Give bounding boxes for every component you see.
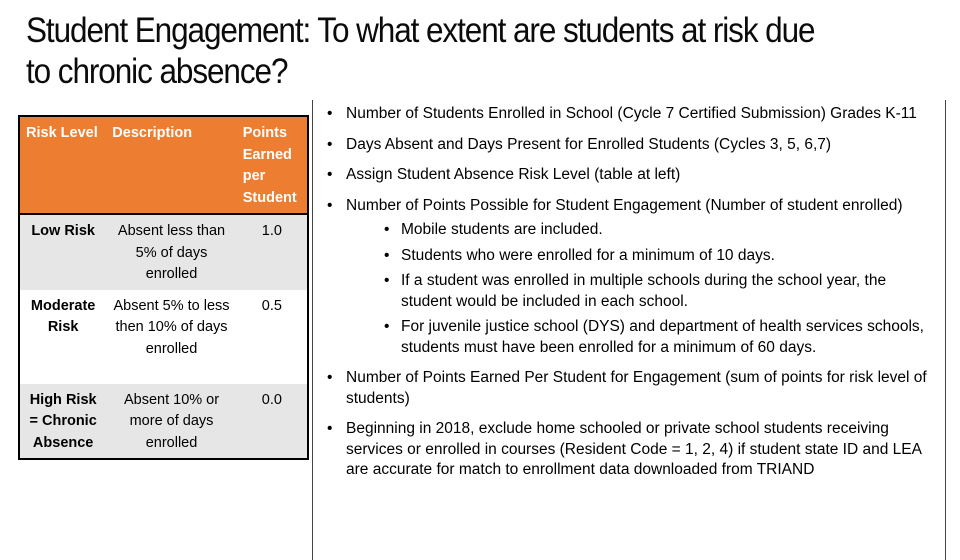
header-description: Description [106, 116, 236, 214]
sub-list [346, 220, 939, 358]
sub-list-item: • Mobile students are included. [364, 220, 939, 241]
risk-level-cell: High Risk = Chronic Absence [19, 384, 106, 460]
table-header-row [19, 116, 308, 214]
sub-list-item: • For juvenile justice school (DYS) and department of health services schools, students must have been enrolled for a minimum of 60 days. [364, 317, 939, 358]
table-row [19, 290, 308, 384]
description-cell: Absent less than 5% of days enrolled [106, 214, 236, 290]
risk-level-cell: Moderate Risk [30, 297, 96, 335]
list-item [327, 135, 939, 156]
list-item [327, 196, 939, 359]
bullet-text: Assign Student Absence Risk Level (table at left) [346, 166, 681, 183]
bullet-text: Beginning in 2018, exclude home schooled or private school students receiving services or enrolled in courses (Resident Code = 1, 2, 4) if student state ID and LEA are accurate for match to enrollment data downloaded from TRIAND [346, 420, 922, 478]
header-points: Points Earned per Student [237, 116, 308, 214]
bullet-text: Number of Students Enrolled in School (Cycle 7 Certified Submission) Grades K-11 [346, 105, 917, 122]
points-cell: 0.0 [237, 384, 308, 460]
points-cell: 0.5 [261, 297, 282, 314]
risk-level-cell: Low Risk [19, 214, 106, 290]
risk-level-table [18, 115, 309, 460]
bullet-text: Number of Points Possible for Student Engagement (Number of student enrolled) [346, 196, 903, 214]
list-item [327, 419, 939, 481]
list-item [327, 165, 939, 186]
bullet-text: Number of Points Earned Per Student for Engagement (sum of points for risk level of students) [346, 369, 927, 407]
sub-list-item: • If a student was enrolled in multiple schools during the school year, the student would be included in each school. [364, 271, 939, 312]
description-cell: Absent 10% or more of days enrolled [106, 384, 236, 460]
table-row [19, 214, 308, 290]
header-risk-level: Risk Level [19, 116, 106, 214]
sub-list-item: • Students who were enrolled for a minimum of 10 days. [364, 246, 939, 267]
steps-list [327, 104, 939, 491]
description-cell: Absent 5% to less then 10% of days enrolled [113, 297, 230, 357]
bullet-text: Days Absent and Days Present for Enrolled Students (Cycles 3, 5, 6,7) [346, 135, 832, 153]
list-item [327, 104, 939, 125]
steps-text-box [312, 100, 946, 560]
table-row [19, 384, 308, 460]
list-item [327, 368, 939, 409]
page-title: Student Engagement: To what extent are students at risk due to chronic absence? [26, 11, 815, 91]
points-cell: 1.0 [237, 214, 308, 290]
